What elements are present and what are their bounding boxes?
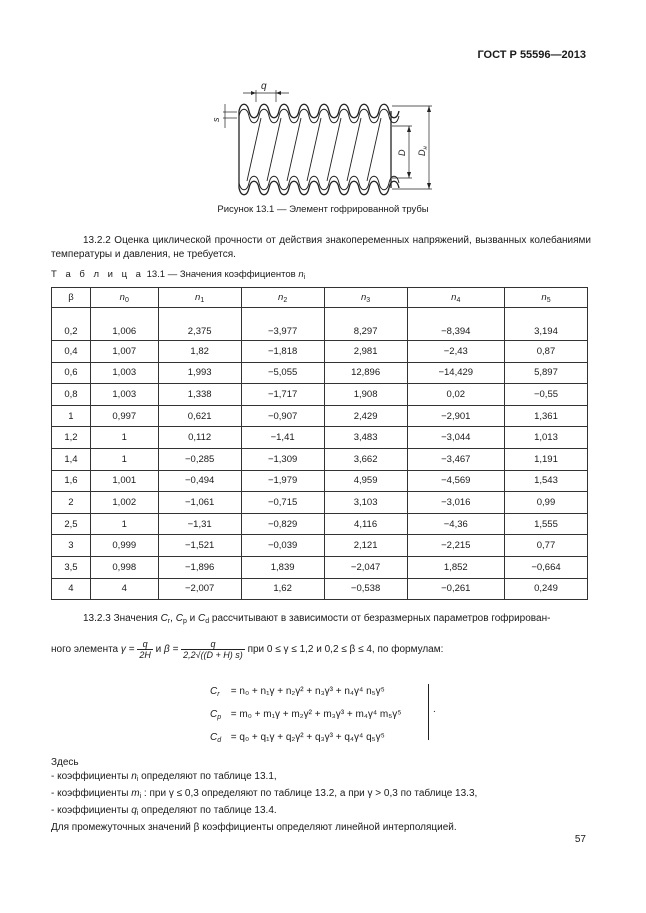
table-cell: −2,43	[407, 341, 504, 363]
table-cell: −0,664	[504, 556, 587, 578]
table-row	[52, 341, 588, 363]
table-cell: 0,02	[407, 384, 504, 406]
table-cell: 3,194	[504, 308, 587, 341]
beta-fraction	[181, 639, 245, 660]
table-cell: 1	[90, 448, 158, 470]
table-cell: 1,338	[158, 384, 241, 406]
paragraph-13-2-3	[51, 612, 591, 629]
table-row	[52, 513, 588, 535]
beta-den: 2,2√((D + H) s)	[183, 650, 243, 660]
table-cell: 3,5	[52, 556, 91, 578]
gamma-den: 2H	[139, 650, 151, 660]
table-cell: −14,429	[407, 362, 504, 384]
formula-cr-lhs: C	[210, 686, 218, 697]
table-cell: −0,907	[241, 405, 324, 427]
table-cell: 0,77	[504, 535, 587, 557]
p1323-and2: и	[155, 644, 164, 656]
table-cell: 1	[90, 513, 158, 535]
figure-label-Dn: $D_н$	[417, 146, 429, 156]
notes-l1a: - коэффициенты	[51, 771, 132, 782]
p1323-sep: ,	[170, 613, 176, 624]
figure-label-D: D	[397, 149, 407, 156]
p1323-text-a: 13.2.3 Значения	[83, 613, 161, 624]
table-cell: 0,999	[90, 535, 158, 557]
notes-line-2	[51, 787, 591, 804]
gamma-fraction	[137, 639, 153, 660]
table-row	[52, 384, 588, 406]
table-header-main: n	[360, 291, 367, 303]
table-caption-var: n	[298, 269, 304, 280]
notes-l2a: - коэффициенты	[51, 788, 132, 799]
paragraph-13-2-3-cont	[51, 639, 611, 660]
coefficients-table	[51, 287, 588, 600]
table-cell: −2,047	[324, 556, 407, 578]
table-header-sub: 2	[283, 296, 288, 304]
table-cell: −0,039	[241, 535, 324, 557]
table-cell: 1,2	[52, 427, 91, 449]
table-cell: 0,8	[52, 384, 91, 406]
p1323-cp-sub: p	[182, 618, 187, 625]
table-cell: 3,103	[324, 492, 407, 514]
notes-l1b: определяют по таблице 13.1,	[138, 771, 277, 782]
table-cell: −2,215	[407, 535, 504, 557]
table-row	[52, 448, 588, 470]
formula-cd-lhs: C	[210, 732, 218, 743]
notes-l2s: i	[139, 793, 142, 800]
table-cell: −0,285	[158, 448, 241, 470]
p1323-cr: C	[160, 613, 168, 624]
table-cell: −0,55	[504, 384, 587, 406]
table-cell: 2,981	[324, 341, 407, 363]
table-cell: 1,852	[407, 556, 504, 578]
table-cell: −0,538	[324, 578, 407, 600]
table-cell: 0,998	[90, 556, 158, 578]
notes-l3v: q	[131, 805, 137, 816]
table-cell: 0,621	[158, 405, 241, 427]
table-cell: 2,121	[324, 535, 407, 557]
table-cell: 3,483	[324, 427, 407, 449]
table-header-main: n	[541, 291, 547, 303]
table-cell: −1,896	[158, 556, 241, 578]
notes-l1v: n	[131, 771, 137, 782]
table-header-cell	[52, 288, 91, 308]
notes-l3s: i	[136, 810, 139, 817]
table-cell: 0,4	[52, 341, 91, 363]
notes-l2b: : при γ ≤ 0,3 определяют по таблице 13.2, а при γ > 0,3 по таблице 13.3,	[141, 788, 478, 799]
table-cell: 4,116	[324, 513, 407, 535]
table-header-main: n	[278, 291, 284, 303]
formula-cp-rhs: = m₀ + m₁γ + m₂γ² + m₃γ³ + m₄γ⁴ m₅γ⁵	[230, 709, 402, 720]
table-header-cell	[241, 288, 324, 308]
table-caption-sub: i	[303, 274, 306, 281]
beta-num: q	[181, 639, 245, 650]
corrugated-pipe-figure	[205, 78, 445, 200]
table-cell: 3,662	[324, 448, 407, 470]
table-cell: −4,36	[407, 513, 504, 535]
table-cell: 0,2	[52, 308, 91, 341]
table-header-cell	[504, 288, 587, 308]
table-cell: −2,901	[407, 405, 504, 427]
notes-line-4: Для промежуточных значений β коэффициенты определяют линейной интерполяцией.	[51, 822, 457, 833]
table-header-sub: 1	[200, 296, 205, 304]
table-cell: 0,6	[52, 362, 91, 384]
formula-cp-lhs-sub: p	[217, 714, 222, 721]
table-cell: 1,361	[504, 405, 587, 427]
table-cell: −0,261	[407, 578, 504, 600]
table-cell: −3,016	[407, 492, 504, 514]
table-caption-text: 13.1 — Значения коэффициентов	[143, 269, 299, 280]
formula-cp	[210, 705, 401, 728]
table-cell: −1,31	[158, 513, 241, 535]
table-cell: 2,429	[324, 405, 407, 427]
table-header-sub: 0	[124, 296, 129, 304]
table-body	[52, 308, 588, 600]
notes-l1s: i	[136, 776, 139, 783]
table-cell: −0,715	[241, 492, 324, 514]
table-cell: 1,6	[52, 470, 91, 492]
notes-line-3	[51, 804, 591, 821]
table-header-cell	[90, 288, 158, 308]
notes-l3a: - коэффициенты	[51, 805, 132, 816]
table-header-sub: 3	[366, 296, 371, 304]
table-cell: −0,494	[158, 470, 241, 492]
table-row	[52, 362, 588, 384]
formula-cr-lhs-sub: r	[217, 691, 220, 698]
table-header-cell	[407, 288, 504, 308]
table-cell: −1,717	[241, 384, 324, 406]
figure-caption: Рисунок 13.1 — Элемент гофрированной трубы	[217, 204, 429, 215]
table-row	[52, 556, 588, 578]
formula-cr-rhs: = n₀ + n₁γ + n₂γ² + n₃γ³ + n₄γ⁴ n₅γ⁵	[230, 686, 385, 697]
gamma-eq: γ =	[120, 644, 138, 656]
table-cell: 4	[52, 578, 91, 600]
table-header-cell	[324, 288, 407, 308]
table-cell: 1,82	[158, 341, 241, 363]
table-header-sub: 5	[546, 296, 551, 304]
figure-label-q: q	[261, 81, 267, 92]
table-cell: 1,555	[504, 513, 587, 535]
formula-cr	[210, 682, 401, 705]
table-cell: 3	[52, 535, 91, 557]
table-cell: −0,829	[241, 513, 324, 535]
p1323-cp: C	[175, 613, 183, 624]
table-cell: 0,87	[504, 341, 587, 363]
table-cell: 1,003	[90, 362, 158, 384]
table-cell: 1,007	[90, 341, 158, 363]
table-cell: 1,002	[90, 492, 158, 514]
table-cell: 0,112	[158, 427, 241, 449]
table-row	[52, 578, 588, 600]
document-id: ГОСТ Р 55596—2013	[477, 49, 586, 61]
table-cell: −1,41	[241, 427, 324, 449]
table-cell: 2,5	[52, 513, 91, 535]
table-row	[52, 427, 588, 449]
table-cell: 1,4	[52, 448, 91, 470]
figure-label-s: s	[211, 117, 221, 122]
table-cell: −2,007	[158, 578, 241, 600]
formula-block	[210, 682, 401, 751]
notes-l3b: определяют по таблице 13.4.	[138, 805, 277, 816]
notes-line-1	[51, 770, 591, 787]
table-cell: 8,297	[324, 308, 407, 341]
formula-cp-lhs: C	[210, 709, 218, 720]
formula-cd	[210, 728, 401, 751]
table-cell: −4,569	[407, 470, 504, 492]
table-cell: 1,543	[504, 470, 587, 492]
table-cell: 1,191	[504, 448, 587, 470]
table-cell: 2,375	[158, 308, 241, 341]
table-cell: 1,001	[90, 470, 158, 492]
table-row	[52, 470, 588, 492]
table-cell: 1,839	[241, 556, 324, 578]
table-cell: 2	[52, 492, 91, 514]
table-row	[52, 405, 588, 427]
table-cell: 0,997	[90, 405, 158, 427]
table-cell: −1,061	[158, 492, 241, 514]
table-header-row	[52, 288, 588, 308]
notes-block	[51, 756, 591, 835]
p1323-text-b: рассчитывают в зависимости от безразмерных параметров гофрирован-	[209, 613, 551, 624]
table-cell: 0,249	[504, 578, 587, 600]
table-cell: 5,897	[504, 362, 587, 384]
table-row	[52, 535, 588, 557]
table-cell: 1,003	[90, 384, 158, 406]
table-cell: −8,394	[407, 308, 504, 341]
paragraph-13-2-2: 13.2.2 Оценка циклической прочности от действия знакопеременных напряжений, вызванных колебаниями температуры и давления, не требуется.	[51, 235, 591, 260]
table-header-sub: 4	[456, 296, 461, 304]
table-cell: −3,467	[407, 448, 504, 470]
table-caption	[51, 269, 305, 281]
table-cell: −1,309	[241, 448, 324, 470]
table-cell: −3,977	[241, 308, 324, 341]
table-cell: −1,521	[158, 535, 241, 557]
table-cell: 1,006	[90, 308, 158, 341]
table-caption-word: Т а б л и ц а	[51, 269, 144, 280]
table-cell: −3,044	[407, 427, 504, 449]
table-cell: 1,62	[241, 578, 324, 600]
notes-here: Здесь	[51, 757, 79, 768]
formula-end-dot: .	[433, 704, 436, 715]
table-cell: −5,055	[241, 362, 324, 384]
table-cell: 1	[52, 405, 91, 427]
p1323-cd: C	[198, 613, 206, 624]
formula-cd-lhs-sub: d	[217, 737, 222, 744]
table-cell: −1,818	[241, 341, 324, 363]
table-row	[52, 308, 588, 341]
gamma-num: q	[137, 639, 153, 650]
table-header-main: n	[119, 291, 125, 303]
p1323-cr-sub: r	[167, 618, 171, 625]
table-header-main: n	[451, 291, 457, 303]
table-cell: 4,959	[324, 470, 407, 492]
p1323-text-c: ного элемента	[51, 644, 119, 656]
table-cell: 1,013	[504, 427, 587, 449]
table-header-main: n	[195, 291, 201, 303]
table-header-main: β	[68, 291, 74, 303]
beta-eq: β =	[163, 644, 182, 656]
table-row	[52, 492, 588, 514]
p1323-and: и	[186, 613, 198, 624]
formula-cd-rhs: = q₀ + q₁γ + q₂γ² + q₃γ³ + q₄γ⁴ q₅γ⁵	[230, 732, 385, 743]
p1323-text-d: при 0 ≤ γ ≤ 1,2 и 0,2 ≤ β ≤ 4, по формулам:	[247, 644, 444, 656]
table-cell: 12,896	[324, 362, 407, 384]
page-number: 57	[574, 834, 586, 845]
table-cell: 0,99	[504, 492, 587, 514]
table-cell: 1,908	[324, 384, 407, 406]
table-cell: −1,979	[241, 470, 324, 492]
table-cell: 1	[90, 427, 158, 449]
table-cell: 4	[90, 578, 158, 600]
table-header-cell	[158, 288, 241, 308]
notes-l2v: m	[131, 788, 140, 799]
p1323-cd-sub: d	[205, 618, 210, 625]
table-cell: 1,993	[158, 362, 241, 384]
